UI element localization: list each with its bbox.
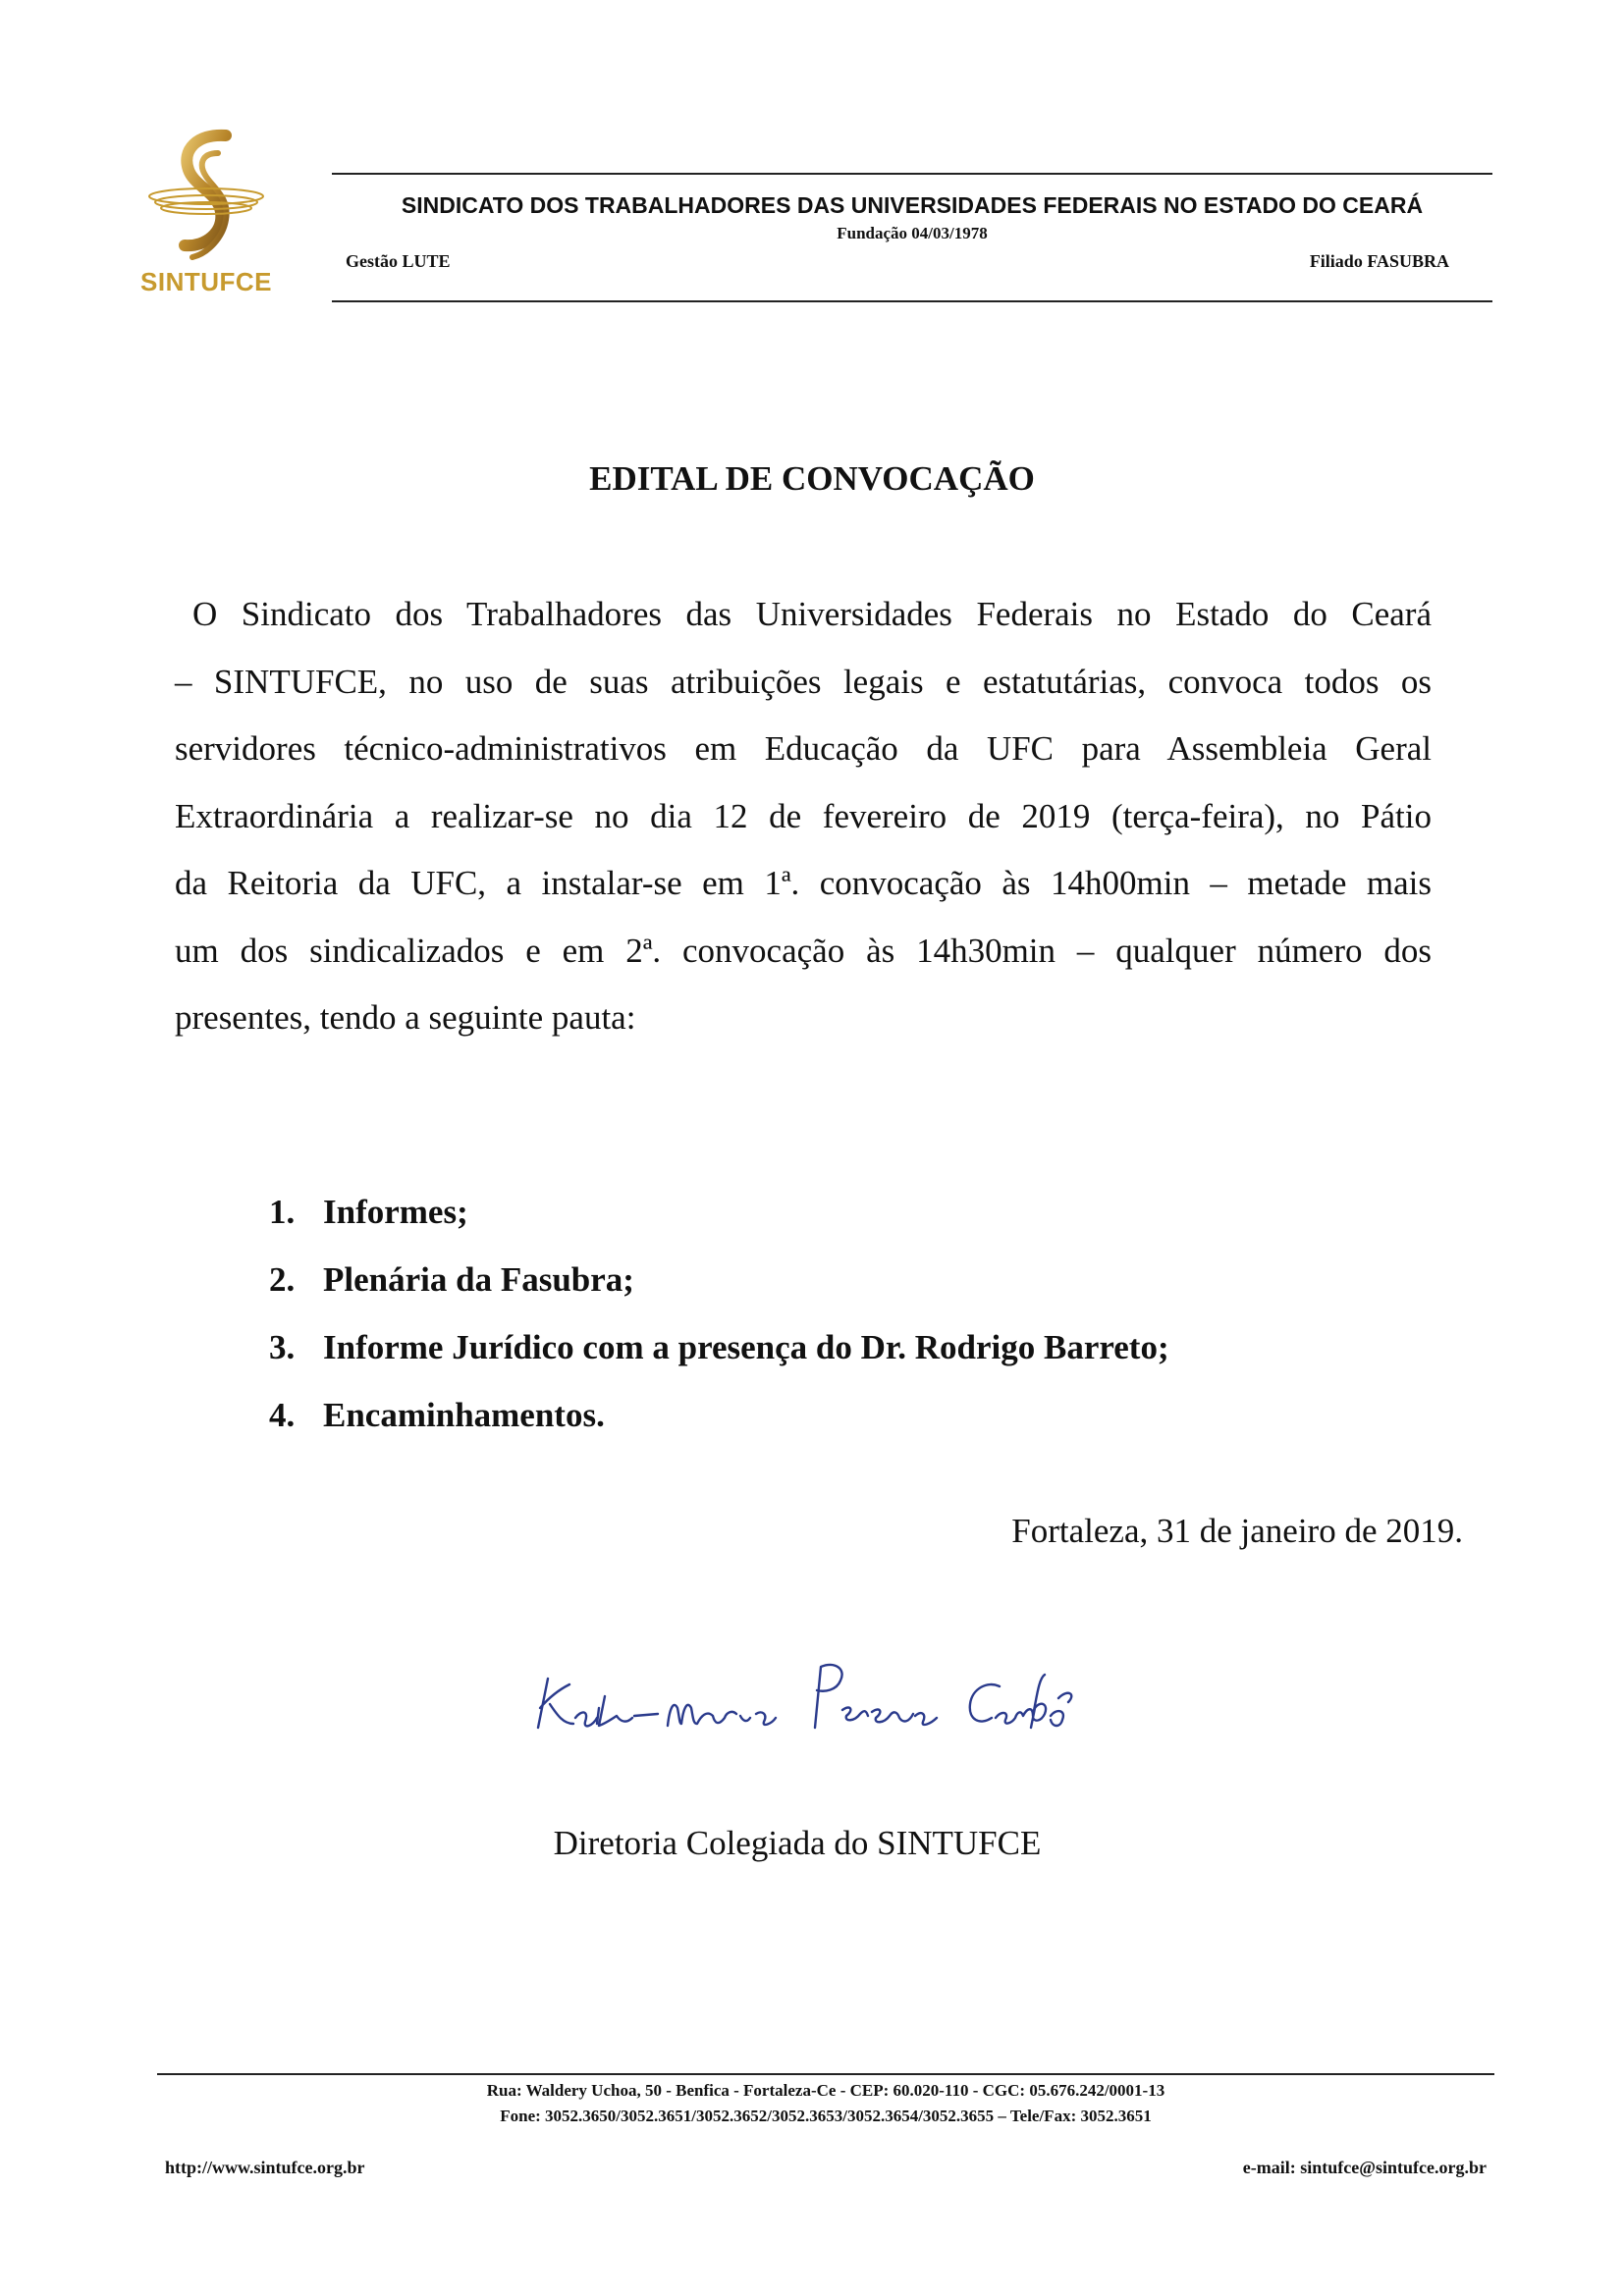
list-item-number: 3. (269, 1328, 296, 1366)
header-top-rule (332, 173, 1492, 175)
list-item (269, 1313, 1169, 1381)
logo-wordmark: SINTUFCE (140, 267, 272, 296)
list-item-text: Informes; (323, 1193, 468, 1231)
header-bottom-rule (332, 300, 1492, 302)
list-item (269, 1178, 1169, 1246)
list-item-number: 4. (269, 1396, 296, 1434)
list-item (269, 1381, 1169, 1449)
paragraph-line: presentes, tendo a seguinte pauta: (175, 998, 636, 1037)
list-item-text: Informe Jurídico com a presença do Dr. Rodrigo Barreto; (323, 1328, 1169, 1366)
paragraph-line: Extraordinária a realizar-se no dia 12 de fevereiro de 2019 (terça-feira), no Pátio (175, 796, 1432, 835)
list-item-text: Encaminhamentos. (323, 1396, 605, 1434)
paragraph-line: um dos sindicalizados e em 2ª. convocação às 14h30min – qualquer número dos (175, 931, 1432, 970)
paragraph-line: – SINTUFCE, no uso de suas atribuições legais e estatutárias, convoca todos os (175, 662, 1432, 701)
foundation-date: Fundação 04/03/1978 (837, 224, 988, 242)
footer-rule (157, 2073, 1494, 2075)
convocation-paragraph (175, 581, 1432, 1052)
document-title: EDITAL DE CONVOCAÇÃO (589, 459, 1035, 498)
signatory-name: Diretoria Colegiada do SINTUFCE (553, 1824, 1042, 1862)
paragraph-line: O Sindicato dos Trabalhadores das Universidades Federais no Estado do Ceará (192, 595, 1432, 633)
list-item (269, 1246, 1169, 1313)
union-name: SINDICATO DOS TRABALHADORES DAS UNIVERSIDADES FEDERAIS NO ESTADO DO CEARÁ (401, 192, 1424, 218)
handwritten-signature (530, 1639, 1080, 1747)
agenda-list (269, 1178, 1169, 1449)
logo-emblem-icon (128, 126, 285, 273)
footer-phones: Fone: 3052.3650/3052.3651/3052.3652/3052.3653/3052.3654/3052.3655 – Tele/Fax: 3052.3651 (500, 2107, 1152, 2125)
management-label: Gestão LUTE (346, 251, 451, 271)
website-link[interactable]: http://www.sintufce.org.br (165, 2158, 365, 2177)
list-item-number: 2. (269, 1260, 296, 1299)
paragraph-line: da Reitoria da UFC, a instalar-se em 1ª. convocação às 14h00min – metade mais (175, 864, 1432, 902)
paragraph-line: servidores técnico-administrativos em Educação da UFC para Assembleia Geral (175, 729, 1432, 768)
list-item-number: 1. (269, 1193, 296, 1231)
email-link[interactable]: e-mail: sintufce@sintufce.org.br (1242, 2158, 1487, 2177)
list-item-text: Plenária da Fasubra; (323, 1260, 634, 1299)
affiliation-label: Filiado FASUBRA (1309, 251, 1449, 271)
signature-icon (530, 1639, 1080, 1747)
place-date: Fortaleza, 31 de janeiro de 2019. (1011, 1512, 1463, 1550)
footer-address: Rua: Waldery Uchoa, 50 - Benfica - Fortaleza-Ce - CEP: 60.020-110 - CGC: 05.676.242/0001-13 (486, 2081, 1165, 2100)
